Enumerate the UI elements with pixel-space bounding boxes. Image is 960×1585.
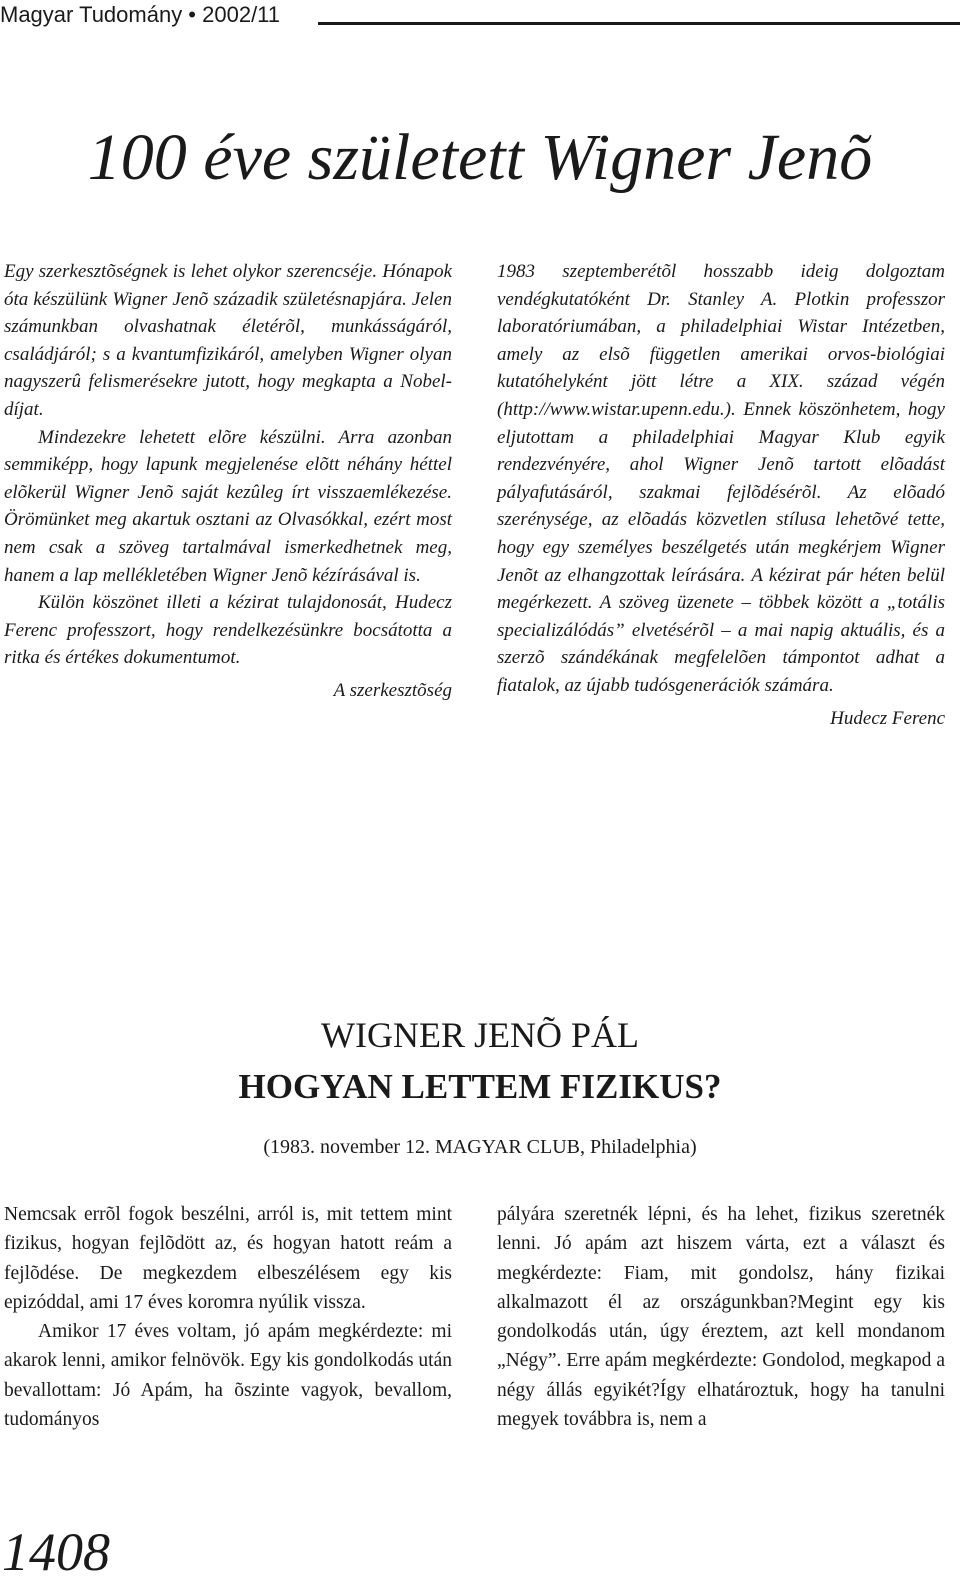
editorial-signature: A szerkesztõség	[333, 679, 452, 701]
intro-paragraph: Egy szerkesztõségnek is lehet olykor szerencséje. Hónapok óta készülünk Wigner Jenõ századik születésnapjára. Jelen számunkban olvashatnak életérõl, munkásságáról, családjáról; s a kvantumfizikáról, amelyben Wigner olyan nagyszerû felismerésekre jutott, hogy megkapta a Nobel-díjat.	[4, 261, 452, 420]
article-left-column	[4, 1200, 452, 1434]
page-number: 1408	[2, 1522, 110, 1582]
editorial-intro-column	[4, 258, 452, 705]
foreword-column	[497, 258, 945, 733]
foreword-paragraph: 1983 szeptemberétõl hosszabb ideig dolgoztam vendégkutatóként Dr. Stanley A. Plotkin professzor laboratóriumában, a philadelphiai Wistar Intézetben, amely az elsõ független amerikai orvos-biológiai kutatóhelyként jött létre a XIX. század végén (http://www.wistar.upenn.edu.). Ennek köszönhetem, hogy eljutottam a philadelphiai Magyar Klub egyik rendezvényére, ahol Wigner Jenõ tartott elõadást pályafutásáról, szakmai fejlõdésérõl. Az elõadó szerénysége, az elõadás közvetlen stílusa lehetõvé tette, hogy egy személyes beszélgetés után megkérjem Wigner Jenõt az elhangzottak leírására. A kézirat pár héten belül megérkezett. A szöveg üzenete – többek között a „totális specializálódás” elvetésérõl – a mai napig aktuális, és a szerzõ szándékának megfelelõen támpontot adhat a fiatalok, az újabb tudósgenerációk számára.	[497, 261, 945, 696]
article-right-column	[497, 1200, 945, 1434]
article-title: HOGYAN LETTEM FIZIKUS?	[238, 1067, 722, 1106]
intro-paragraph: Külön köszönet illeti a kézirat tulajdonosát, Hudecz Ferenc professzort, hogy rendelkezésünkre bocsátotta a ritka és értékes dokumentumot.	[4, 592, 452, 669]
journal-header: Magyar Tudomány • 2002/11	[0, 2, 281, 27]
header-rule	[318, 22, 960, 25]
running-header	[0, 0, 960, 34]
article-paragraph: Amikor 17 éves voltam, jó apám megkérdezte: mi akarok lenni, amikor felnövök. Egy kis gondolkodás után bevallottam: Jó Apám, ha õszinte vagyok, bevallom, tudományos	[4, 1321, 452, 1431]
article-subtitle: (1983. november 12. MAGYAR CLUB, Philadelphia)	[263, 1136, 697, 1158]
article-paragraph: Nemcsak errõl fogok beszélni, arról is, mit tettem mint fizikus, hogyan fejlõdött az, és hogyan hatott reám a fejlõdése. De megkezdem elbeszélésem egy kis epizóddal, ami 17 éves koromra nyúlik vissza.	[4, 1204, 452, 1313]
article-author: WIGNER JENÕ PÁL	[321, 1015, 639, 1055]
page-title: 100 éve született Wigner Jenõ	[87, 121, 873, 194]
intro-paragraph: Mindezekre lehetett elõre készülni. Arra azonban semmiképp, hogy lapunk megjelenése elõtt néhány héttel elõkerül Wigner Jenõ saját kezûleg írt visszaemlékezése. Örömünket meg akartuk osztani az Olvasókkal, ezért most nem csak a szöveg tartalmával ismerkedhetnek meg, hanem a lap mellékletében Wigner Jenõ kézírásával is.	[4, 426, 452, 586]
foreword-signature: Hudecz Ferenc	[830, 707, 945, 729]
article-paragraph: pályára szeretnék lépni, és ha lehet, fizikus szeretnék lenni. Jó apám azt hiszem várta, ezt a választ és megkérdezte: Fiam, mit gondolsz, hány fizikai alkalmazott él az országunkban?Megint egy kis gondolkodás után, úgy éreztem, azt kell mondanom „Négy”. Erre apám megkérdezte: Gondolod, megkapod a négy állás egyikét?Így elhatároztuk, hogy ha tanulni megyek továbbra is, nem a	[497, 1204, 945, 1431]
